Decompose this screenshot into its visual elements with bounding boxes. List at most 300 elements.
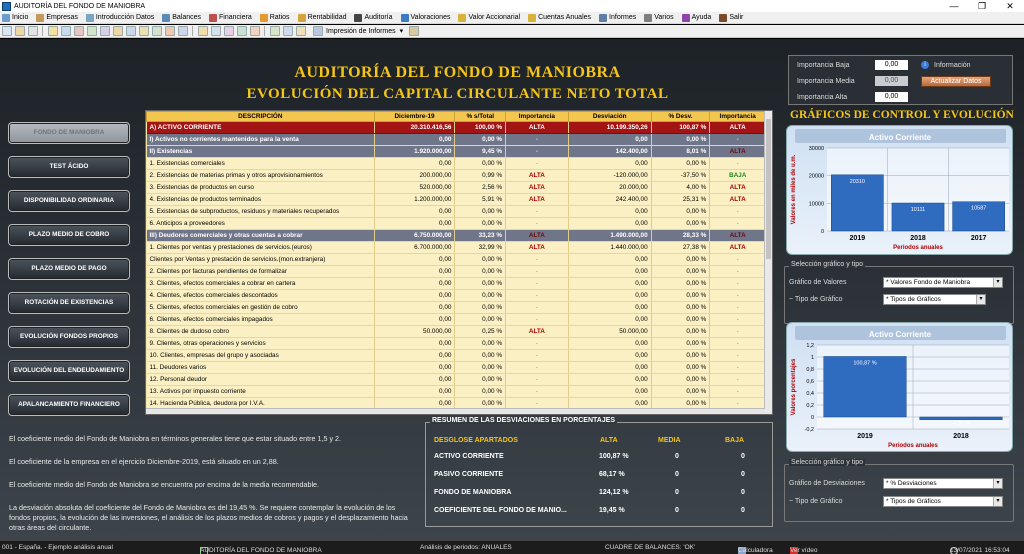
tool-icon[interactable] <box>113 26 123 36</box>
summary-cell: 0 <box>675 453 679 460</box>
book-icon <box>528 14 536 22</box>
report-icon <box>599 14 607 22</box>
table-cell: - <box>710 326 766 338</box>
table-row[interactable] <box>147 146 766 158</box>
table-row[interactable] <box>147 170 766 182</box>
table-cell: 0,00 % <box>455 206 506 218</box>
table-cell: 2. Existencias de materias primas y otros aprovisionamientos <box>147 170 375 182</box>
tool-icon[interactable] <box>139 26 149 36</box>
tool-icon[interactable] <box>87 26 97 36</box>
table-row[interactable] <box>147 278 766 290</box>
chart-type-selected: * Tipos de Gráficos <box>886 296 941 303</box>
deviation-summary <box>425 417 773 527</box>
menu-item-label: Varios <box>654 14 674 21</box>
table-cell: II) Existencias <box>147 146 375 158</box>
table-cell: 25,31 % <box>651 194 710 206</box>
menu-item-1[interactable] <box>34 14 80 22</box>
exit-icon[interactable] <box>409 26 419 36</box>
table-cell: 4. Clientes, efectos comerciales descontados <box>147 290 375 302</box>
table-cell: 0,00 % <box>651 278 710 290</box>
table-row[interactable] <box>147 254 766 266</box>
table-row[interactable] <box>147 338 766 350</box>
table-row[interactable] <box>147 350 766 362</box>
column-header[interactable]: DESCRIPCIÓN <box>147 112 375 122</box>
table-cell: ALTA <box>506 194 569 206</box>
table-cell: ALTA <box>506 182 569 194</box>
table-cell: 0,00 % <box>455 278 506 290</box>
importance-alta-label: Importancia Alta <box>797 93 848 101</box>
y-tick-label: 0 <box>820 229 824 235</box>
tool-icon[interactable] <box>165 26 175 36</box>
table-cell: 0,00 <box>374 134 455 146</box>
table-cell: 1. Clientes por ventas y prestaciones de servicios.(euros) <box>147 242 375 254</box>
table-cell: - <box>710 338 766 350</box>
importance-baja-input[interactable]: 0,00 <box>875 60 908 70</box>
table-cell: 0,00 % <box>455 254 506 266</box>
table-cell: - <box>506 266 569 278</box>
table-cell: BAJA <box>710 170 766 182</box>
table-cell: ALTA <box>710 230 766 242</box>
tool-icon[interactable] <box>152 26 162 36</box>
chart-values-label: Gráfico de Valores <box>789 279 847 286</box>
table-cell: 0,00 <box>568 374 651 386</box>
menu-item-label: Empresas <box>46 14 78 21</box>
table-row[interactable] <box>147 362 766 374</box>
table-cell: 0,00 % <box>455 398 506 410</box>
tool-icon[interactable] <box>198 26 208 36</box>
bar <box>920 417 1003 420</box>
window-controls <box>940 0 1024 12</box>
table-row[interactable] <box>147 122 766 134</box>
menu-item-14[interactable] <box>717 14 745 22</box>
toolbar-separator <box>192 26 193 36</box>
column-header[interactable]: % s/Total <box>455 112 506 122</box>
x-axis-label: Periodos anuales <box>888 443 938 449</box>
toolbar-separator <box>42 26 43 36</box>
chevron-down-icon: ▾ <box>976 295 985 304</box>
menu-item-9[interactable] <box>456 14 522 22</box>
table-cell: 0,00 <box>568 302 651 314</box>
information-label: Información <box>934 61 971 69</box>
nav-button-6[interactable]: EVOLUCIÓN FONDOS PROPIOS <box>8 326 130 348</box>
selection-group-values <box>784 261 1014 324</box>
vertical-scrollbar[interactable] <box>764 111 772 414</box>
menu-item-label: Cuentas Anuales <box>538 14 592 21</box>
table-row[interactable] <box>147 230 766 242</box>
tool-icon[interactable] <box>126 26 136 36</box>
table-cell: 0,00 % <box>455 218 506 230</box>
column-header[interactable]: Importancia <box>506 112 569 122</box>
table-row[interactable] <box>147 290 766 302</box>
toolbar-separator <box>264 26 265 36</box>
table-cell: 0,00 <box>374 206 455 218</box>
chart-type-row <box>789 294 986 305</box>
column-header[interactable]: % Desv. <box>651 112 710 122</box>
table-cell: - <box>506 386 569 398</box>
table-cell: - <box>710 386 766 398</box>
update-data-button[interactable]: Actualizar Datos <box>921 76 991 87</box>
nav-button-4[interactable]: PLAZO MEDIO DE PAGO <box>8 258 130 280</box>
table-cell: - <box>710 254 766 266</box>
table-row[interactable] <box>147 134 766 146</box>
table-cell: 0,00 <box>374 338 455 350</box>
note-text: El coeficiente medio del Fondo de Maniobra se encuentra por encima de la media recomendable. <box>9 480 320 489</box>
table-cell: 27,38 % <box>651 242 710 254</box>
column-header[interactable]: Importancia <box>710 112 766 122</box>
nav-button-2[interactable]: DISPONIBILIDAD ORDINARIA <box>8 190 130 212</box>
table-body <box>147 122 766 410</box>
nav-button-0[interactable]: FONDO DE MANIOBRA <box>8 122 130 144</box>
table-row[interactable] <box>147 218 766 230</box>
nav-button-3[interactable]: PLAZO MEDIO DE COBRO <box>8 224 130 246</box>
summary-cell: 124,12 % <box>599 489 629 496</box>
minimize-button[interactable]: — <box>949 1 959 11</box>
datetime-label: 13/07/2021 16:53:04 <box>950 547 1010 554</box>
tool-icon[interactable] <box>28 26 38 36</box>
y-tick-label: 30000 <box>808 146 824 152</box>
y-tick-label: 1,2 <box>806 343 814 349</box>
table-row[interactable] <box>147 194 766 206</box>
status-periods: Análisis de periodos: ANUALES <box>420 544 512 551</box>
tool-icon[interactable] <box>61 26 71 36</box>
nav-button-5[interactable]: ROTACIÓN DE EXISTENCIAS <box>8 292 130 314</box>
table-row[interactable] <box>147 314 766 326</box>
table-cell: - <box>710 290 766 302</box>
table-cell: - <box>506 350 569 362</box>
table-cell: - <box>506 314 569 326</box>
table-cell: 0,00 % <box>455 158 506 170</box>
importance-media-label: Importancia Media <box>797 77 855 85</box>
table-cell: 0,00 % <box>455 362 506 374</box>
table-row[interactable] <box>147 158 766 170</box>
app-icon <box>2 2 11 11</box>
summary-cell: PASIVO CORRIENTE <box>434 471 504 478</box>
table-cell: 0,00 <box>374 398 455 410</box>
chevron-down-icon: ▾ <box>993 479 1002 488</box>
chart-deviations-panel <box>786 322 1013 452</box>
menu-item-10[interactable] <box>526 14 593 22</box>
table-cell: 0,00 % <box>651 134 710 146</box>
chart-deviations-selected: * % Desviaciones <box>886 480 937 487</box>
column-header[interactable]: Desviación <box>568 112 651 122</box>
chart-values-row <box>789 277 1003 288</box>
table-cell: 10.199.350,26 <box>568 122 651 134</box>
table-cell: 9. Clientes, otras operaciones y servicios <box>147 338 375 350</box>
tool-icon[interactable] <box>296 26 306 36</box>
tool-icon[interactable] <box>237 26 247 36</box>
column-header[interactable]: Diciembre-19 <box>374 112 455 122</box>
nav-button-8[interactable]: APALANCAMIENTO FINANCIERO <box>8 394 130 416</box>
table-cell: 0,00 % <box>651 266 710 278</box>
table-cell: 0,99 % <box>455 170 506 182</box>
chart-icon <box>401 14 409 22</box>
table-cell: 1.200.000,00 <box>374 194 455 206</box>
table-row[interactable] <box>147 386 766 398</box>
table-cell: 1.440.000,00 <box>568 242 651 254</box>
coin-icon <box>458 14 466 22</box>
table-cell: 14. Hacienda Pública, deudora por I.V.A. <box>147 398 375 410</box>
table-cell: ALTA <box>506 170 569 182</box>
scrollbar-thumb[interactable] <box>766 119 771 259</box>
table-cell: 0,00 <box>374 362 455 374</box>
menu-item-label: Ratios <box>269 14 290 21</box>
print-reports-label: Impresión de Informes <box>326 27 396 35</box>
building-icon <box>36 14 44 22</box>
table-row[interactable] <box>147 266 766 278</box>
chart-type2-row <box>789 496 1003 507</box>
menu-item-label: Valoraciones <box>410 14 451 21</box>
table-cell: A) ACTIVO CORRIENTE <box>147 122 375 134</box>
summary-cell: 19,45 % <box>599 507 625 514</box>
table-cell: 8,01 % <box>651 146 710 158</box>
menu-item-label: Salir <box>729 14 744 21</box>
bar-value-label: 20310 <box>849 178 865 185</box>
table-row[interactable] <box>147 374 766 386</box>
table-cell: 9,45 % <box>455 146 506 158</box>
chart-title: Activo Corriente <box>868 330 932 339</box>
menu-item-11[interactable] <box>597 14 638 22</box>
table-cell: 0,00 % <box>455 302 506 314</box>
table-cell: - <box>506 278 569 290</box>
table-cell: 0,00 % <box>455 314 506 326</box>
menu-item-label: Rentabilidad <box>307 14 347 21</box>
tool-icon[interactable] <box>48 26 58 36</box>
summary-header: ALTA <box>600 437 618 444</box>
menu-item-label: Ayuda <box>691 14 712 21</box>
summary-cell: 68,17 % <box>599 471 625 478</box>
tool-icon[interactable] <box>250 26 260 36</box>
table-cell: ALTA <box>506 326 569 338</box>
table-row[interactable] <box>147 206 766 218</box>
table-row[interactable] <box>147 182 766 194</box>
x-tick-label: 2018 <box>953 433 969 440</box>
y-tick-label: 0,6 <box>806 379 814 385</box>
chart-values-panel <box>786 125 1013 255</box>
table-row[interactable] <box>147 302 766 314</box>
summary-cell: FONDO DE MANIOBRA <box>434 489 512 496</box>
table-cell: ALTA <box>506 122 569 134</box>
table-cell: ALTA <box>710 182 766 194</box>
chart-deviations-select[interactable] <box>883 478 1003 489</box>
money-icon <box>298 14 306 22</box>
values-chart <box>787 126 1014 256</box>
table-cell: - <box>506 362 569 374</box>
toolbar <box>0 25 1024 38</box>
table-cell: 6.700.000,00 <box>374 242 455 254</box>
table-cell: - <box>506 398 569 410</box>
importance-alta-input[interactable]: 0,00 <box>875 92 908 102</box>
chevron-down-icon: ▾ <box>993 278 1002 287</box>
gauge-icon <box>260 14 268 22</box>
table-cell: ALTA <box>506 242 569 254</box>
chart-deviations-row <box>789 478 1003 489</box>
table-cell: 6. Anticipos a proveedores <box>147 218 375 230</box>
importance-panel <box>788 55 1013 105</box>
table-cell: 0,00 % <box>455 290 506 302</box>
table-cell: 0,00 <box>568 266 651 278</box>
table-cell: 0,00 <box>374 218 455 230</box>
tool-icon[interactable] <box>270 26 280 36</box>
table-cell: - <box>506 146 569 158</box>
summary-cell: 0 <box>741 507 745 514</box>
chart-values-select[interactable] <box>883 277 1003 288</box>
table-cell: 32,99 % <box>455 242 506 254</box>
table-cell: 0,00 % <box>651 314 710 326</box>
grid-icon <box>644 14 652 22</box>
menu-item-6[interactable] <box>296 14 349 22</box>
table-cell: - <box>710 266 766 278</box>
table-cell: 0,00 <box>568 278 651 290</box>
horizontal-scrollbar[interactable] <box>146 408 765 414</box>
summary-cell: 100,87 % <box>599 453 629 460</box>
table-cell: ALTA <box>710 242 766 254</box>
summary-cell: 0 <box>741 489 745 496</box>
table-cell: 0,00 % <box>651 338 710 350</box>
table-cell: - <box>710 278 766 290</box>
table-cell: 1.490.000,00 <box>568 230 651 242</box>
y-tick-label: 20000 <box>808 173 824 180</box>
menu-item-8[interactable] <box>399 14 453 22</box>
y-axis-label: Valores porcentajes <box>791 358 797 416</box>
table-cell: 0,00 % <box>455 134 506 146</box>
table-cell: I) Activos no corrientes mantenidos para la venta <box>147 134 375 146</box>
deviations-chart <box>787 323 1014 453</box>
table-cell: 50.000,00 <box>568 326 651 338</box>
menu-item-3[interactable] <box>160 14 203 22</box>
summary-cell: 0 <box>675 507 679 514</box>
table-cell: 0,00 <box>374 290 455 302</box>
tool-icon[interactable] <box>15 26 25 36</box>
importance-media-input[interactable]: 0,00 <box>875 76 908 86</box>
menu-item-label: Balances <box>172 14 202 21</box>
table-cell: 0,00 <box>374 266 455 278</box>
table-cell: - <box>506 302 569 314</box>
table-cell: - <box>710 350 766 362</box>
table-cell: - <box>710 362 766 374</box>
table-cell: 0,00 <box>374 158 455 170</box>
y-tick-label: 1 <box>810 355 814 361</box>
menu-item-13[interactable] <box>680 14 714 22</box>
menu-item-label: Inicio <box>12 14 29 21</box>
menu-item-label: Introducción Datos <box>95 14 155 21</box>
menu-item-2[interactable] <box>84 14 156 22</box>
table-cell: 0,00 <box>568 398 651 410</box>
table-cell: 20.000,00 <box>568 182 651 194</box>
menu-bar <box>0 12 1024 24</box>
status-balance: CUADRE DE BALANCES: 'OK' <box>605 544 696 551</box>
table-cell: - <box>506 218 569 230</box>
table-cell: 3. Existencias de productos en curso <box>147 182 375 194</box>
table-cell: 0,00 % <box>651 362 710 374</box>
menu-item-label: Financiera <box>219 14 252 21</box>
print-reports-dropdown[interactable] <box>311 26 403 36</box>
table-cell: 4,00 % <box>651 182 710 194</box>
table-cell: 0,00 <box>374 374 455 386</box>
chart-type-label: ~ Tipo de Gráfico <box>789 296 843 303</box>
close-button[interactable]: ✕ <box>1006 1 1014 11</box>
table-cell: 6. Clientes, efectos comerciales impagados <box>147 314 375 326</box>
finance-icon <box>209 14 217 22</box>
table-cell: 520.000,00 <box>374 182 455 194</box>
table-cell: 28,33 % <box>651 230 710 242</box>
y-axis-label: Valores en miles de u.m. <box>791 154 797 225</box>
table-cell: 0,00 % <box>455 374 506 386</box>
table-cell: 0,00 % <box>455 350 506 362</box>
information-link[interactable] <box>921 61 971 69</box>
tool-icon[interactable] <box>100 26 110 36</box>
table-cell: 20.310.416,56 <box>374 122 455 134</box>
menu-item-12[interactable] <box>642 14 675 22</box>
calculator-label: Calculadora <box>738 547 773 554</box>
title-bar <box>0 0 1024 12</box>
y-tick-label: 0,4 <box>806 391 814 397</box>
table-cell: 3. Clientes, efectos comerciales a cobrar en cartera <box>147 278 375 290</box>
balance-table <box>146 111 766 410</box>
chart-deviations-label: Gráfico de Desviaciones <box>789 480 865 487</box>
tool-icon[interactable] <box>211 26 221 36</box>
table-cell: - <box>506 290 569 302</box>
tool-icon[interactable] <box>224 26 234 36</box>
table-cell: 1. Existencias comerciales <box>147 158 375 170</box>
home-icon <box>2 14 10 22</box>
table-row[interactable] <box>147 242 766 254</box>
menu-item-7[interactable] <box>352 14 394 22</box>
x-axis-label: Periodos anuales <box>893 245 943 251</box>
chart-values-selected: * Valores Fondo de Maniobra <box>886 279 971 286</box>
table-cell: - <box>710 314 766 326</box>
window-title: AUDITORÍA DEL FONDO DE MANIOBRA <box>14 2 146 10</box>
y-tick-label: 0,8 <box>806 367 814 373</box>
x-tick-label: 2018 <box>910 235 926 242</box>
menu-item-4[interactable] <box>207 14 254 22</box>
menu-item-label: Valor Accionarial <box>468 14 521 21</box>
tool-icon[interactable] <box>74 26 84 36</box>
table-cell: 0,00 <box>568 350 651 362</box>
y-tick-label: -0,2 <box>804 427 814 433</box>
table-cell: - <box>710 398 766 410</box>
menu-item-5[interactable] <box>258 14 292 22</box>
table-cell: -37,50 % <box>651 170 710 182</box>
table-row[interactable] <box>147 326 766 338</box>
x-tick-label: 2017 <box>970 235 987 242</box>
main-workspace <box>0 39 1024 540</box>
table-cell: 12. Personal deudor <box>147 374 375 386</box>
table-cell: 0,00 % <box>651 398 710 410</box>
chart-type-select[interactable] <box>883 294 986 305</box>
bar-value-label: 100,87 % <box>853 360 877 367</box>
nav-button-1[interactable]: TEST ÁCIDO <box>8 156 130 178</box>
table-cell: 0,00 <box>568 290 651 302</box>
table-cell: - <box>710 206 766 218</box>
maximize-button[interactable]: ❐ <box>977 1 987 11</box>
tool-icon[interactable] <box>178 26 188 36</box>
tool-icon[interactable] <box>283 26 293 36</box>
table-cell: 0,00 <box>568 134 651 146</box>
summary-legend: RESUMEN DE LAS DESVIACIONES EN PORCENTAJES <box>432 417 616 424</box>
table-cell: 0,00 <box>568 362 651 374</box>
table-cell: 0,00 % <box>651 350 710 362</box>
status-company: 001 - España. - Ejemplo análisis anual <box>2 544 113 551</box>
tool-icon[interactable] <box>2 26 12 36</box>
chart-type2-select[interactable] <box>883 496 1003 507</box>
chart-type2-selected: * Tipos de Gráficos <box>886 498 941 505</box>
nav-button-7[interactable]: EVOLUCIÓN DEL ENDEUDAMIENTO <box>8 360 130 382</box>
menu-item-0[interactable] <box>0 14 30 22</box>
x-tick-label: 2019 <box>857 433 873 440</box>
table-cell: 6.750.000,00 <box>374 230 455 242</box>
table-cell: 0,00 % <box>651 254 710 266</box>
table-cell: 0,00 <box>374 302 455 314</box>
